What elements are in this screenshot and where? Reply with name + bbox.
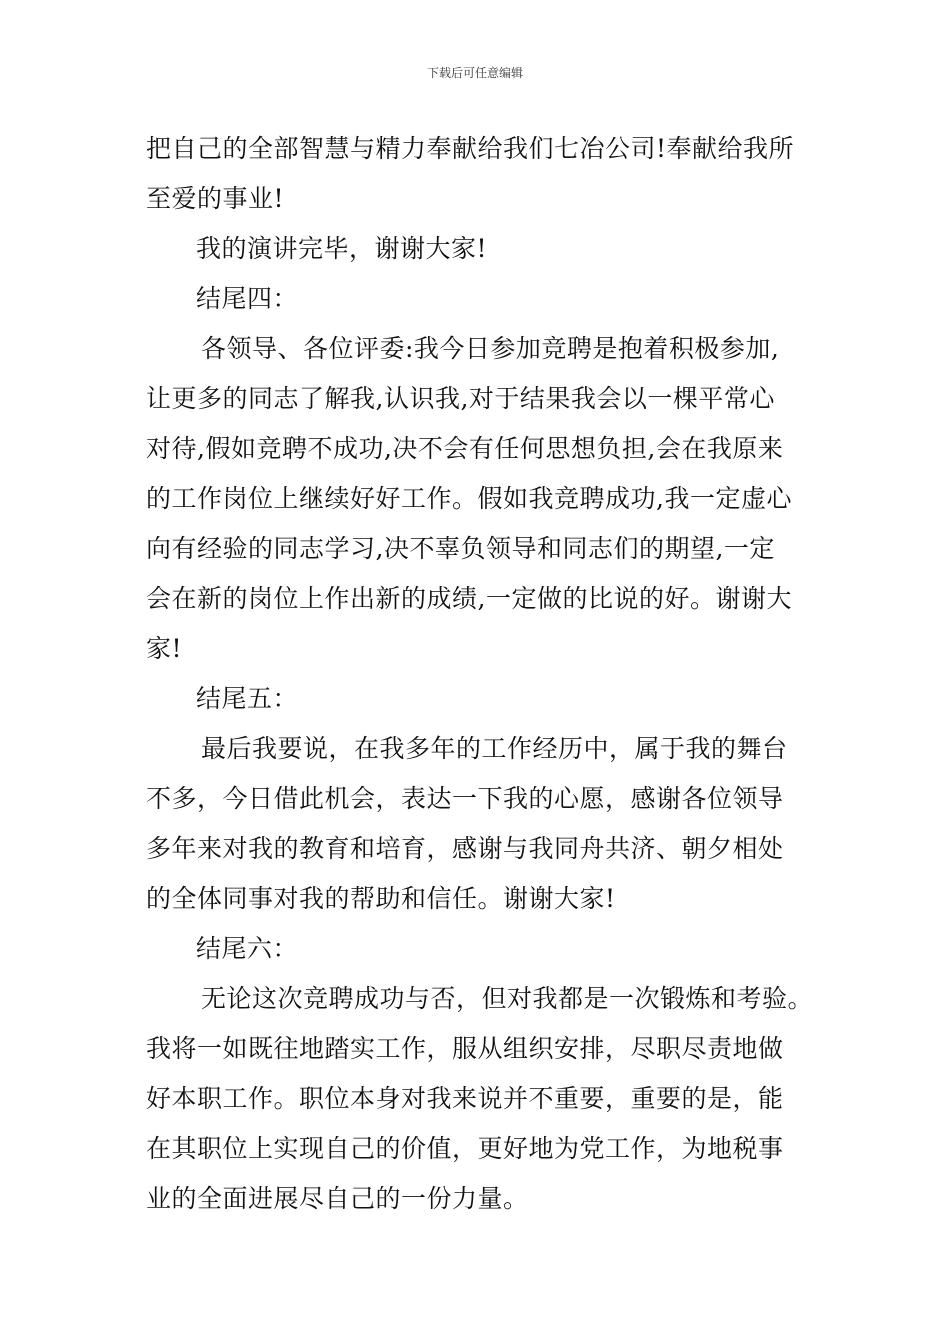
paragraph-line: 会在新的岗位上作出新的成绩,一定做的比说的好。谢谢大 (146, 584, 792, 613)
paragraph-line: 我将一如既往地踏实工作，服从组织安排，尽职尽责地做 (146, 1034, 784, 1063)
paragraph-line: 让更多的同志了解我,认识我,对于结果我会以一棵平常心 (146, 384, 775, 413)
paragraph-line: 多年来对我的教育和培育，感谢与我同舟共济、朝夕相处 (146, 834, 784, 863)
paragraph-line: 最后我要说，在我多年的工作经历中，属于我的舞台 (201, 734, 788, 763)
paragraph-line: 的全体同事对我的帮助和信任。谢谢大家! (146, 884, 616, 913)
paragraph-line: 不多，今日借此机会，表达一下我的心愿，感谢各位领导 (146, 784, 784, 813)
paragraph-line: 的工作岗位上继续好好工作。假如我竞聘成功,我一定虚心 (146, 484, 792, 513)
paragraph-line: 我的演讲完毕，谢谢大家! (196, 234, 488, 263)
paragraph-line: 业的全面进展尽自己的一份力量。 (146, 1184, 529, 1213)
page-header: 下载后可任意编辑 (426, 66, 523, 80)
section-heading: 结尾五： (196, 684, 299, 713)
paragraph-line: 把自己的全部智慧与精力奉献给我们七冶公司!奉献给我所 (146, 134, 795, 163)
paragraph-line: 对待,假如竞聘不成功,决不会有任何思想负担,会在我原来 (146, 434, 784, 463)
document-body (146, 124, 814, 1224)
paragraph-line: 向有经验的同志学习,决不辜负领导和同志们的期望,一定 (146, 534, 775, 563)
paragraph-line: 在其职位上实现自己的价值，更好地为党工作，为地税事 (146, 1134, 784, 1163)
paragraph-line: 家! (146, 634, 183, 663)
paragraph-line: 好本职工作。职位本身对我来说并不重要，重要的是，能 (146, 1084, 784, 1113)
section-heading: 结尾四： (196, 284, 299, 313)
paragraph-line: 无论这次竞聘成功与否，但对我都是一次锻炼和考验。 (201, 984, 814, 1013)
paragraph-line: 至爱的事业! (146, 184, 285, 213)
section-heading: 结尾六： (196, 934, 299, 963)
paragraph-line: 各领导、各位评委:我今日参加竞聘是抱着积极参加, (201, 334, 780, 363)
